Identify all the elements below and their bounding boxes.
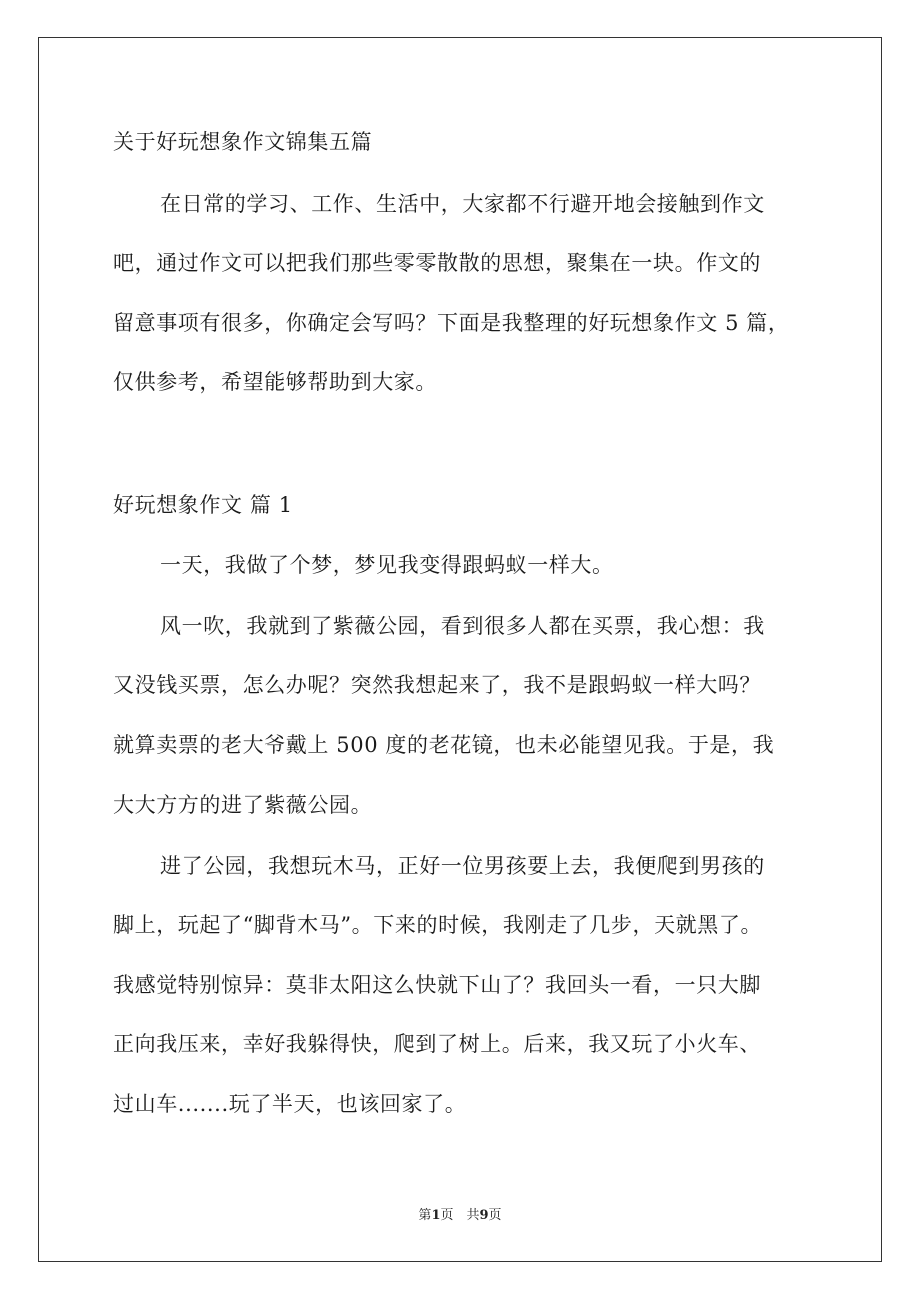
body-line-3: 又没钱买票，怎么办呢？突然我想起来了，我不是跟蚂蚁一样大吗？	[113, 673, 761, 697]
intro-line-1: 在日常的学习、工作、生活中，大家都不行避开地会接触到作文	[160, 192, 765, 216]
body-line-1: 一天，我做了个梦，梦见我变得跟蚂蚁一样大。	[160, 553, 614, 577]
body-line-2: 风一吹，我就到了紫薇公园，看到很多人都在买票，我心想：我	[160, 614, 765, 638]
footer-suffix: 页	[488, 1208, 502, 1223]
body-line-5: 大大方方的进了紫薇公园。	[113, 793, 373, 817]
intro-line-4: 仅供参考，希望能够帮助到大家。	[113, 370, 437, 394]
intro-line-3: 留意事项有很多，你确定会写吗？下面是我整理的好玩想象作文 5 篇，	[113, 311, 790, 335]
body-line-6: 进了公园，我想玩木马，正好一位男孩要上去，我便爬到男孩的	[160, 854, 765, 878]
page-footer	[0, 1207, 920, 1225]
footer-total-pages: 9	[479, 1208, 489, 1223]
page-border	[38, 37, 882, 1262]
footer-current-page: 1	[431, 1208, 441, 1223]
body-line-4: 就算卖票的老大爷戴上 500 度的老花镜，也未必能望见我。于是，我	[113, 733, 775, 757]
intro-line-2: 吧，通过作文可以把我们那些零零散散的思想，聚集在一块。作文的	[113, 251, 761, 275]
body-line-9: 正向我压来，幸好我躲得快，爬到了树上。后来，我又玩了小火车、	[113, 1032, 761, 1056]
body-line-7: 脚上，玩起了“脚背木马”。下来的时候，我刚走了几步，天就黑了。	[113, 913, 763, 937]
footer-middle: 页 共	[440, 1208, 480, 1223]
body-line-10: 过山车.......玩了半天，也该回家了。	[113, 1092, 467, 1116]
body-line-8: 我感觉特别惊异：莫非太阳这么快就下山了？我回头一看，一只大脚	[113, 973, 761, 997]
section-heading: 好玩想象作文 篇 1	[113, 493, 293, 517]
document-title: 关于好玩想象作文锦集五篇	[113, 130, 373, 154]
footer-prefix: 第	[418, 1208, 432, 1223]
